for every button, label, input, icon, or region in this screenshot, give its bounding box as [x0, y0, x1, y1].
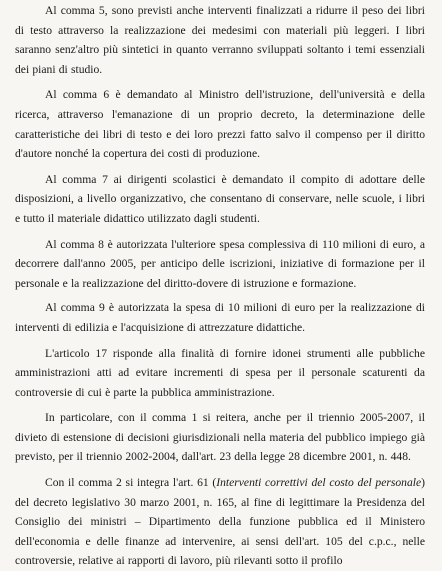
paragraph-comma-1: In particolare, con il comma 1 si reitera, anche per il triennio 2005-2007, il divieto di estensione di decisioni giurisdizionali nella materia del pubblico impiego già previsto, per il triennio 2002-2004, dall'art. 23 della legge 28 dicembre 2001, n. 448. — [15, 411, 425, 464]
paragraph-articolo-17: L'articolo 17 risponde alla finalità di fornire idonei strumenti alle pubbliche amministrazioni atti ad evitare incrementi di spesa per il personale scaturenti da controversie di cui è parte la pubblica amministrazione. — [15, 346, 425, 399]
paragraph-comma-6: Al comma 6 è demandato al Ministro dell'istruzione, dell'università e della ricerca, attraverso l'emanazione di un proprio decreto, la determinazione delle caratteristiche dei libri di testo e dei loro prezzi fatto salvo il compenso per il diritto d'autore nonché la copertura dei costi di produzione. — [15, 88, 425, 161]
paragraph-comma-8: Al comma 8 è autorizzata l'ulteriore spesa complessiva di 110 milioni di euro, a decorrere dall'anno 2005, per anticipo delle iscrizioni, iniziative di formazione per il personale e la realizzazione del diritto-dovere di istruzione e formazione. — [15, 237, 425, 290]
paragraph-comma-5: Al comma 5, sono previsti anche interventi finalizzati a ridurre il peso dei libri di testo attraverso la realizzazione dei medesimi con materiali più leggeri. I libri saranno senz'altro più sintetici in quanto verranno sviluppati soltanto i temi essenziali dei piani di studio. — [15, 4, 425, 76]
paragraph-comma-2-italic-title: Interventi correttivi del costo del personale — [216, 476, 422, 490]
paragraph-comma-7: Al comma 7 ai dirigenti scolastici è demandato il compito di adottare delle disposizioni, a livello organizzativo, che consentano di conservare, nelle scuole, i libri e tutto il materiale didattico utilizzato dagli studenti. — [15, 172, 425, 225]
paragraph-comma-2-text-after: ) del decreto legislativo 30 marzo 2001, n. 165, al fine di legittimare la Presidenza del Consiglio dei ministri – Dipartimento della funzione pubblica ed il Ministero dell'economia e delle finanze ad intervenire, ai sensi dell'art. 105 del c.p.c., nelle controversie, relative ai rapporti di lavoro, più rilevanti sotto il profilo — [15, 476, 425, 568]
paragraph-comma-9: Al comma 9 è autorizzata la spesa di 10 milioni di euro per la realizzazione di interventi di edilizia e l'acquisizione di attrezzature didattiche. — [15, 301, 425, 334]
paragraph-comma-2 — [15, 473, 425, 571]
paragraph-comma-2-text-before: Con il comma 2 si integra l'art. 61 ( — [45, 476, 217, 490]
